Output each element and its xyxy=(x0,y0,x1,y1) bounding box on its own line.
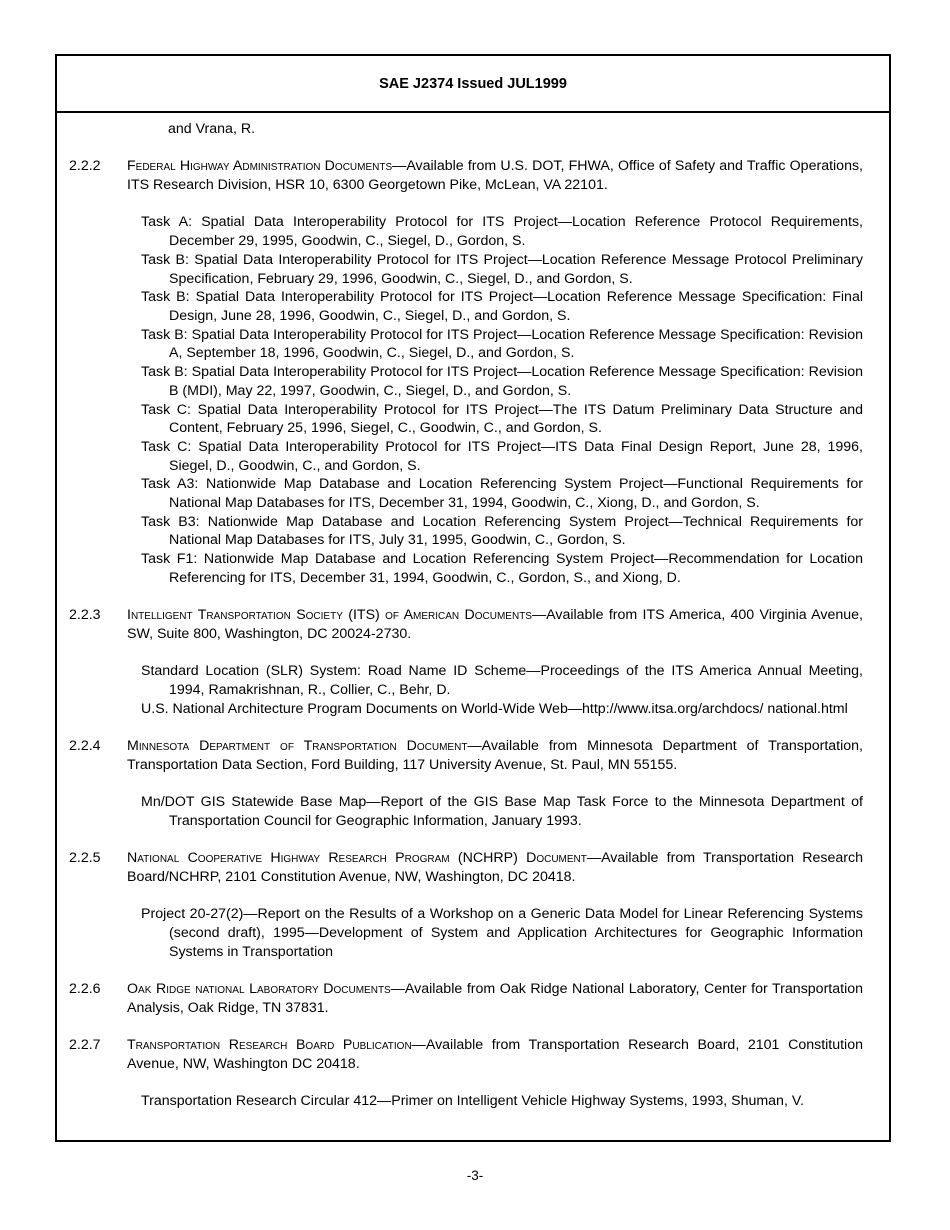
reference-item: Task C: Spatial Data Interoperability Protocol for ITS Project—ITS Data Final Design Report, June 28, 1996, Siegel, D., Goodwin, C., and Gordon, S. xyxy=(141,438,863,474)
reference-item: Standard Location (SLR) System: Road Name ID Scheme—Proceedings of the ITS America Annual Meeting, 1994, Ramakrishnan, R., Collier, C., Behr, D. xyxy=(141,663,863,699)
reference-list xyxy=(69,662,863,718)
section-2-2-2 xyxy=(69,157,863,194)
section-heading: Minnesota Department of Transportation Document xyxy=(127,738,468,755)
section-text: —Available from Transportation Research Board/NCHRP, 2101 Constitution Avenue, NW, Washington, DC 20418. xyxy=(127,850,863,886)
reference-list xyxy=(69,1092,863,1111)
section-paragraph xyxy=(127,980,863,1017)
reference-item: Task B: Spatial Data Interoperability Protocol for ITS Project—Location Reference Message Specification: Revision A, September 18, 1996, Goodwin, C., Siegel, D., and Gordon, S. xyxy=(141,326,863,362)
section-paragraph xyxy=(127,849,863,886)
page-frame xyxy=(55,54,891,1142)
reference-item: Transportation Research Circular 412—Primer on Intelligent Vehicle Highway Systems, 1993, Shuman, V. xyxy=(141,1093,804,1110)
section-text: —Available from ITS America, 400 Virginia Avenue, SW, Suite 800, Washington, DC 20024-2730. xyxy=(127,607,863,642)
reference-item: Project 20-27(2)—Report on the Results of a Workshop on a Generic Data Model for Linear Referencing Systems (second draft), 1995—Development of System and Application Architectures for Geographic Information Systems in Transportation xyxy=(141,906,863,960)
page-number: -3- xyxy=(466,1168,484,1183)
section-number: 2.2.7 xyxy=(69,1037,101,1054)
section-2-2-4 xyxy=(69,737,863,774)
section-number: 2.2.5 xyxy=(69,850,101,867)
continuation-text: and Vrana, R. xyxy=(168,121,256,137)
section-paragraph xyxy=(127,606,863,643)
section-heading: Transportation Research Board Publication xyxy=(127,1037,412,1054)
section-text: —Available from U.S. DOT, FHWA, Office of Safety and Traffic Operations, ITS Research Division, HSR 10, 6300 Georgetown Pike, McLean, VA 22101. xyxy=(127,158,863,194)
reference-item: Task B3: Nationwide Map Database and Location Referencing System Project—Technical Requirements for National Map Databases for ITS, July 31, 1995, Goodwin, C., Gordon, S. xyxy=(141,513,863,549)
section-2-2-7 xyxy=(69,1036,863,1073)
section-number: 2.2.3 xyxy=(69,607,101,624)
section-heading: Federal Highway Administration Documents xyxy=(127,158,393,175)
section-heading: Oak Ridge national Laboratory Documents xyxy=(127,981,391,998)
reference-item: Task B: Spatial Data Interoperability Protocol for ITS Project—Location Reference Message Specification: Final Design, June 28, 1996, Goodwin, C., Siegel, D., and Gordon, S. xyxy=(141,289,863,324)
document-title: SAE J2374 Issued JUL1999 xyxy=(379,75,567,92)
reference-item: Task C: Spatial Data Interoperability Protocol for ITS Project—The ITS Datum Preliminary Data Structure and Content, February 25, 1996, Siegel, C., Goodwin, C., and Gordon, S. xyxy=(141,401,863,437)
section-2-2-6 xyxy=(69,980,863,1017)
document-body xyxy=(69,113,863,1111)
section-heading: National Cooperative Highway Research Program (NCHRP) Document xyxy=(127,850,587,867)
section-2-2-3 xyxy=(69,606,863,643)
reference-list xyxy=(69,213,863,587)
section-paragraph xyxy=(127,737,863,774)
reference-item: U.S. National Architecture Program Documents on World-Wide Web—http://www.itsa.org/archdocs/ national.html xyxy=(141,700,848,717)
reference-item: Task A: Spatial Data Interoperability Protocol for ITS Project—Location Reference Protocol Requirements, December 29, 1995, Goodwin, C., Siegel, D., Gordon, S. xyxy=(141,214,863,250)
reference-item: Task F1: Nationwide Map Database and Location Referencing System Project—Recommendation for Location Referencing for ITS, December 31, 1994, Goodwin, C., Gordon, S., and Xiong, D. xyxy=(141,551,863,586)
reference-list xyxy=(69,905,863,961)
section-number: 2.2.2 xyxy=(69,158,101,175)
section-text: —Available from Minnesota Department of Transportation, Transportation Data Section, Ford Building, 117 University Avenue, St. Paul, MN 55155. xyxy=(127,738,863,773)
section-2-2-5 xyxy=(69,849,863,886)
section-paragraph xyxy=(127,1036,863,1073)
document-header xyxy=(57,56,889,113)
reference-item: Task B: Spatial Data Interoperability Protocol for ITS Project—Location Reference Message Protocol Preliminary Specification, February 29, 1996, Goodwin, C., Siegel, D., and Gordon, S. xyxy=(141,251,863,287)
section-number: 2.2.4 xyxy=(69,738,101,755)
reference-list xyxy=(69,793,863,830)
section-text: —Available from Transportation Research Board, 2101 Constitution Avenue, NW, Washington DC 20418. xyxy=(127,1037,863,1072)
section-paragraph xyxy=(127,157,863,194)
reference-item: Task B: Spatial Data Interoperability Protocol for ITS Project—Location Reference Message Specification: Revision B (MDI), May 22, 1997, Goodwin, C., Siegel, D., and Gordon, S. xyxy=(141,364,863,399)
section-text: —Available from Oak Ridge National Laboratory, Center for Transportation Analysis, Oak Ridge, TN 37831. xyxy=(127,981,863,1016)
section-number: 2.2.6 xyxy=(69,981,101,998)
section-heading: Intelligent Transportation Society (ITS) of American Documents xyxy=(127,607,532,624)
reference-item: Mn/DOT GIS Statewide Base Map—Report of the GIS Base Map Task Force to the Minnesota Department of Transportation Council for Geographic Information, January 1993. xyxy=(141,794,863,829)
reference-item: Task A3: Nationwide Map Database and Location Referencing System Project—Functional Requirements for National Map Databases for ITS, December 31, 1994, Goodwin, C., Xiong, D., and Gordon, S. xyxy=(141,476,863,512)
